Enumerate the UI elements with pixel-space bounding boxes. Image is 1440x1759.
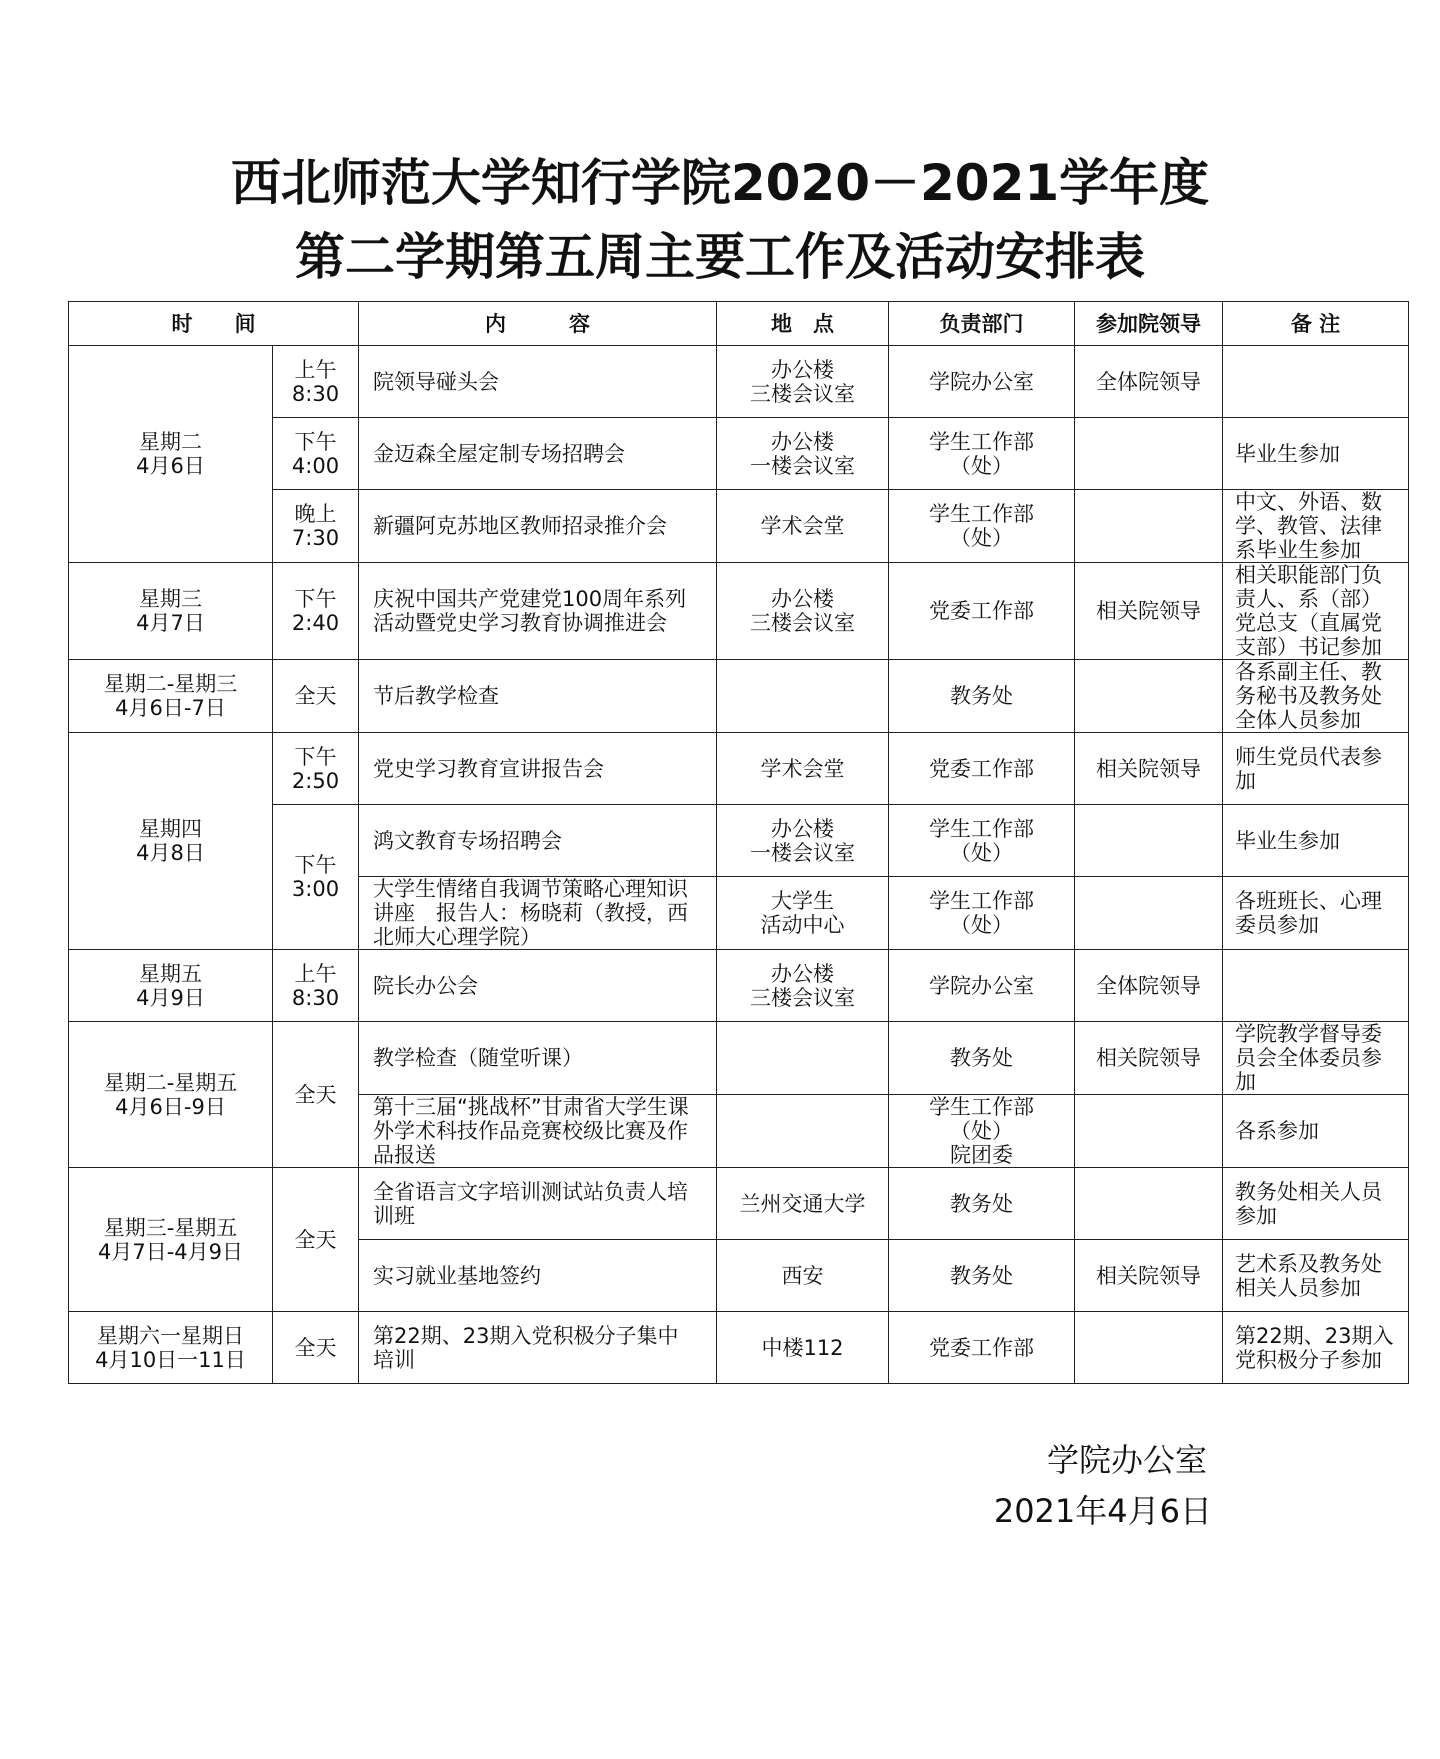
document-title-line1: 西北师范大学知行学院2020－2021学年度 (230, 154, 1210, 212)
notes-cell: 毕业生参加 (1223, 418, 1409, 490)
leaders-cell (1075, 805, 1223, 877)
notes-cell: 各系参加 (1223, 1095, 1409, 1168)
notes-cell: 中文、外语、数 学、教管、法律 系毕业生参加 (1223, 490, 1409, 563)
table-row (69, 1022, 1409, 1095)
content-cell: 实习就业基地签约 (359, 1240, 717, 1312)
notes-cell: 毕业生参加 (1223, 805, 1409, 877)
document-title-line2: 第二学期第五周主要工作及活动安排表 (295, 228, 1145, 286)
leaders-cell: 相关院领导 (1075, 733, 1223, 805)
leaders-cell (1075, 1312, 1223, 1384)
content-cell: 第十三届“挑战杯”甘肃省大学生课 外学术科技作品竞赛校级比赛及作 品报送 (359, 1095, 717, 1168)
time-cell: 全天 (273, 1022, 359, 1168)
table-row (69, 1168, 1409, 1240)
notes-cell: 师生党员代表参 加 (1223, 733, 1409, 805)
location-cell: 中楼112 (717, 1312, 889, 1384)
leaders-cell: 全体院领导 (1075, 950, 1223, 1022)
content-cell: 教学检查（随堂听课） (359, 1022, 717, 1095)
location-cell (717, 1022, 889, 1095)
day-cell: 星期三 4月7日 (69, 563, 273, 660)
notes-cell: 教务处相关人员 参加 (1223, 1168, 1409, 1240)
table-row (69, 660, 1409, 733)
content-cell: 鸿文教育专场招聘会 (359, 805, 717, 877)
time-cell: 下午 2:50 (273, 733, 359, 805)
leaders-cell (1075, 490, 1223, 563)
content-cell: 大学生情绪自我调节策略心理知识 讲座 报告人：杨晓莉（教授，西 北师大心理学院） (359, 877, 717, 950)
header-time: 时 间 (69, 302, 359, 346)
notes-cell: 第22期、23期入 党积极分子参加 (1223, 1312, 1409, 1384)
department-cell: 教务处 (889, 1240, 1075, 1312)
content-cell: 第22期、23期入党积极分子集中 培训 (359, 1312, 717, 1384)
leaders-cell (1075, 1095, 1223, 1168)
day-cell: 星期六一星期日 4月10日一11日 (69, 1312, 273, 1384)
leaders-cell (1075, 418, 1223, 490)
day-cell: 星期五 4月9日 (69, 950, 273, 1022)
location-cell: 办公楼 一楼会议室 (717, 418, 889, 490)
department-cell: 学院办公室 (889, 950, 1075, 1022)
header-notes: 备 注 (1223, 302, 1409, 346)
location-cell: 西安 (717, 1240, 889, 1312)
content-cell: 党史学习教育宣讲报告会 (359, 733, 717, 805)
content-cell: 新疆阿克苏地区教师招录推介会 (359, 490, 717, 563)
leaders-cell: 相关院领导 (1075, 563, 1223, 660)
department-cell: 党委工作部 (889, 733, 1075, 805)
department-cell: 学生工作部 （处） 院团委 (889, 1095, 1075, 1168)
header-department: 负责部门 (889, 302, 1075, 346)
leaders-cell: 相关院领导 (1075, 1240, 1223, 1312)
issuing-office: 学院办公室 (1046, 1441, 1207, 1479)
notes-cell (1223, 950, 1409, 1022)
content-cell: 全省语言文字培训测试站负责人培 训班 (359, 1168, 717, 1240)
time-cell: 全天 (273, 1312, 359, 1384)
location-cell (717, 1095, 889, 1168)
location-cell: 大学生 活动中心 (717, 877, 889, 950)
table-row (69, 733, 1409, 805)
department-cell: 学生工作部 （处） (889, 418, 1075, 490)
time-cell: 全天 (273, 1168, 359, 1312)
time-cell: 上午 8:30 (273, 950, 359, 1022)
time-cell: 下午 3:00 (273, 805, 359, 950)
content-cell: 院领导碰头会 (359, 346, 717, 418)
notes-cell (1223, 346, 1409, 418)
notes-cell: 相关职能部门负 责人、系（部） 党总支（直属党 支部）书记参加 (1223, 563, 1409, 660)
leaders-cell (1075, 1168, 1223, 1240)
day-cell: 星期二 4月6日 (69, 346, 273, 563)
location-cell: 办公楼 三楼会议室 (717, 346, 889, 418)
day-cell: 星期二-星期五 4月6日-9日 (69, 1022, 273, 1168)
department-cell: 学院办公室 (889, 346, 1075, 418)
table-row (69, 563, 1409, 660)
location-cell: 兰州交通大学 (717, 1168, 889, 1240)
location-cell: 学术会堂 (717, 490, 889, 563)
schedule-table (68, 301, 1409, 1384)
day-cell: 星期四 4月8日 (69, 733, 273, 950)
day-cell: 星期二-星期三 4月6日-7日 (69, 660, 273, 733)
time-cell: 下午 2:40 (273, 563, 359, 660)
department-cell: 党委工作部 (889, 563, 1075, 660)
time-cell: 下午 4:00 (273, 418, 359, 490)
leaders-cell (1075, 660, 1223, 733)
department-cell: 学生工作部 （处） (889, 877, 1075, 950)
leaders-cell: 全体院领导 (1075, 346, 1223, 418)
header-location: 地 点 (717, 302, 889, 346)
location-cell: 办公楼 一楼会议室 (717, 805, 889, 877)
notes-cell: 各系副主任、教 务秘书及教务处 全体人员参加 (1223, 660, 1409, 733)
content-cell: 金迈森全屋定制专场招聘会 (359, 418, 717, 490)
location-cell: 办公楼 三楼会议室 (717, 563, 889, 660)
table-header-row (69, 302, 1409, 346)
content-cell: 节后教学检查 (359, 660, 717, 733)
leaders-cell: 相关院领导 (1075, 1022, 1223, 1095)
header-leaders: 参加院领导 (1075, 302, 1223, 346)
time-cell: 上午 8:30 (273, 346, 359, 418)
table-row (69, 1312, 1409, 1384)
location-cell (717, 660, 889, 733)
leaders-cell (1075, 877, 1223, 950)
department-cell: 学生工作部 （处） (889, 490, 1075, 563)
location-cell: 办公楼 三楼会议室 (717, 950, 889, 1022)
header-content: 内 容 (359, 302, 717, 346)
notes-cell: 各班班长、心理 委员参加 (1223, 877, 1409, 950)
time-cell: 晚上 7:30 (273, 490, 359, 563)
table-row (69, 346, 1409, 418)
notes-cell: 艺术系及教务处 相关人员参加 (1223, 1240, 1409, 1312)
department-cell: 教务处 (889, 1168, 1075, 1240)
time-cell: 全天 (273, 660, 359, 733)
content-cell: 庆祝中国共产党建党100周年系列 活动暨党史学习教育协调推进会 (359, 563, 717, 660)
table-row (69, 950, 1409, 1022)
department-cell: 学生工作部 （处） (889, 805, 1075, 877)
department-cell: 党委工作部 (889, 1312, 1075, 1384)
department-cell: 教务处 (889, 1022, 1075, 1095)
issue-date: 2021年4月6日 (993, 1492, 1212, 1530)
day-cell: 星期三-星期五 4月7日-4月9日 (69, 1168, 273, 1312)
location-cell: 学术会堂 (717, 733, 889, 805)
department-cell: 教务处 (889, 660, 1075, 733)
notes-cell: 学院教学督导委 员会全体委员参 加 (1223, 1022, 1409, 1095)
content-cell: 院长办公会 (359, 950, 717, 1022)
